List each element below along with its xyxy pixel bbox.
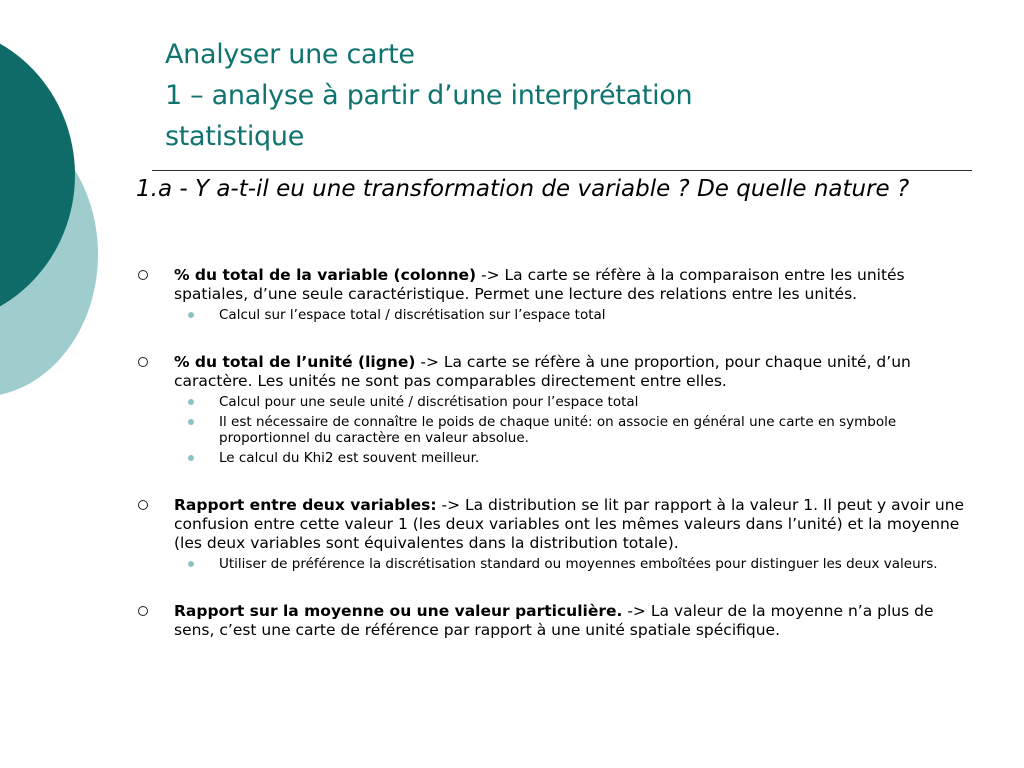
sub-item-text: Il est nécessaire de connaître le poids de chaque unité: on associe en général une carte en symbole proportionnel du caractère en valeur absolue. (219, 414, 897, 446)
title-line-2: 1 – analyse à partir d’une interprétation (165, 80, 693, 111)
dot-bullet-icon (188, 561, 194, 567)
hollow-circle-bullet-icon (138, 270, 148, 280)
bullet-item (136, 266, 972, 323)
bullet-text: -> La distribution se lit par rapport à la valeur 1. Il peut y avoir une confusion entre cette valeur 1 (les deux variables ont les mêmes valeurs dans l’unité) et la moyenne (les deux variables sont équivalentes dans la distribution totale). (174, 496, 965, 552)
bullet-text: -> La carte se réfère à une proportion, pour chaque unité, d’un caractère. Les unités ne sont pas comparables directement entre elles. (174, 353, 911, 390)
section-heading: 1.a - Y a-t-il eu une transformation de variable ? De quelle nature ? (136, 176, 910, 202)
decorative-circle-dark (0, 25, 75, 325)
hollow-circle-bullet-icon (138, 357, 148, 367)
sub-list (174, 307, 972, 323)
decorative-circle-light (0, 112, 98, 397)
sub-item (174, 307, 972, 323)
hollow-circle-bullet-icon (138, 606, 148, 616)
sub-item (174, 394, 972, 410)
bullet-list (136, 266, 972, 640)
bullet-text: -> La carte se réfère à la comparaison entre les unités spatiales, d’une seule caractéristique. Permet une lecture des relations entre les unités. (174, 266, 905, 303)
dot-bullet-icon (188, 419, 194, 425)
title-line-3: statistique (165, 121, 305, 152)
bullet-item (136, 602, 972, 640)
sub-item (174, 414, 972, 446)
sub-item (174, 450, 972, 466)
dot-bullet-icon (188, 455, 194, 461)
title-divider (152, 170, 972, 171)
sub-item (174, 556, 972, 572)
dot-bullet-icon (188, 399, 194, 405)
bullet-item (136, 496, 972, 572)
bullet-text: -> La valeur de la moyenne n’a plus de sens, c’est une carte de référence par rapport à une unité spatiale spécifique. (174, 602, 934, 639)
bullet-item (136, 353, 972, 466)
sub-item-text: Calcul pour une seule unité / discrétisation pour l’espace total (219, 394, 639, 410)
slide-title (165, 34, 692, 157)
sub-item-text: Utiliser de préférence la discrétisation standard ou moyennes emboîtées pour distinguer les deux valeurs. (219, 556, 938, 572)
bullet-bold-label: Rapport entre deux variables: (174, 496, 437, 514)
bullet-bold-label: % du total de la variable (colonne) (174, 266, 477, 284)
sub-list (174, 556, 972, 572)
hollow-circle-bullet-icon (138, 500, 148, 510)
sub-list (174, 394, 972, 466)
sub-item-text: Le calcul du Khi2 est souvent meilleur. (219, 450, 480, 466)
dot-bullet-icon (188, 312, 194, 318)
title-line-1: Analyser une carte (165, 39, 415, 70)
bullet-bold-label: Rapport sur la moyenne ou une valeur particulière. (174, 602, 623, 620)
bullet-bold-label: % du total de l’unité (ligne) (174, 353, 416, 371)
sub-item-text: Calcul sur l’espace total / discrétisation sur l’espace total (219, 307, 606, 323)
